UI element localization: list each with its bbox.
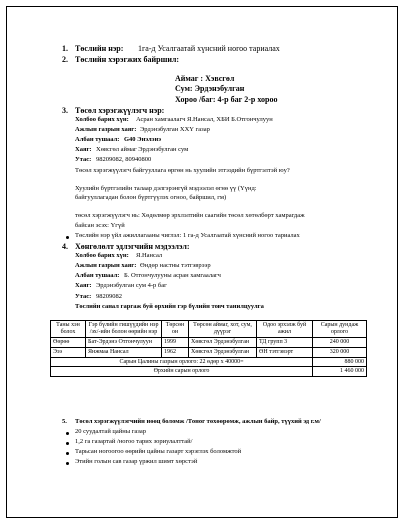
workplace-label: Ажлын газрын хаяг:: [75, 126, 137, 133]
section-4-number: 4.: [62, 242, 68, 251]
beneficiary-contact-value: Я.Нансал: [136, 252, 163, 259]
phone-value: 98209082, 80940800: [96, 156, 152, 163]
salary-label: Сарын Цалины газрын орлого: 22 өдөр x 40000=: [51, 357, 313, 367]
project-location-label: Төслийн хэрэгжих байршил:: [75, 55, 180, 64]
table-header-row: [51, 321, 367, 338]
table-cell: Хөвсгөл Эрдэнэбулган: [189, 337, 257, 347]
contact-person-label: Холбоо барих хүн:: [75, 116, 129, 123]
bullet-icon: [66, 442, 69, 445]
family-table-title: Төслийн санал гаргаж буй өрхийн гэр бүлийн товч танилцуулга: [75, 303, 264, 310]
salary-value: 880 000: [313, 357, 367, 367]
section-1-number: 1.: [62, 44, 68, 53]
table-row: [51, 337, 367, 347]
bullet-icon: [66, 462, 69, 465]
table-cell: ТД групп 3: [257, 337, 313, 347]
table-header: Төрсөн он: [162, 321, 189, 338]
beneficiary-phone-label: Утас:: [75, 293, 92, 300]
salary-row: [51, 357, 367, 367]
table-cell: 1999: [162, 337, 189, 347]
table-cell: ӨН тэтгэвэрт: [257, 347, 313, 357]
total-row: [51, 367, 367, 377]
table-row: [51, 347, 367, 357]
table-cell: Эээ: [51, 347, 86, 357]
beneficiary-contact-label: Холбоо барих хүн:: [75, 252, 129, 259]
employment-program-line-2: байсан эсэх: Үгүй: [75, 222, 125, 229]
table-cell: Өөрөө: [51, 337, 86, 347]
workplace-value: Эрдэнэбулган ХХҮ газар: [140, 126, 210, 133]
family-income-table: [50, 320, 367, 377]
table-header: Төрсөн аймаг, хот, сум, дүүрэг: [189, 321, 257, 338]
total-income-label: Өрхийн сарын орлого: [51, 367, 313, 377]
table-cell: Бат-Эрдэнэ Отгончулуун: [86, 337, 162, 347]
project-name-label: Төслийн нэр:: [75, 44, 124, 53]
position-value: G40 Энэлэнэ: [124, 136, 162, 143]
table-header: Гэр бүлийн гишүүдийн нэр /эх/-ийн болон өөрийн нэр: [86, 321, 162, 338]
resource-item: 20 суудалтай цайны газар: [75, 428, 146, 435]
bullet-icon: [66, 452, 69, 455]
beneficiary-label: Хөнгөлөлт эдлэгчийн мэдээлэл:: [75, 242, 190, 251]
registration-detail-line-1: Хуулийн бүртгэлийн талаар дэлгэрэнгүй мэдээлэл өгнө үү (Үүнд:: [75, 185, 257, 192]
address-label: Хаяг:: [75, 146, 92, 153]
section-2-number: 2.: [62, 55, 68, 64]
beneficiary-address-label: Хаяг:: [75, 282, 92, 289]
location-aimag: Аймаг : Хэвсгөл: [175, 74, 235, 83]
beneficiary-workplace-value: Өндөр настны тэтгэврээр: [140, 262, 211, 269]
registration-detail-line-2: байгууллагадан болон бүртгүүлэх огноо, байршил, гм): [75, 194, 227, 201]
total-income-value: 1 460 000: [313, 367, 367, 377]
beneficiary-workplace-label: Ажлын газрын хаяг:: [75, 262, 137, 269]
table-cell: 1962: [162, 347, 189, 357]
project-name-value: 1га-д Усалгаатай хүнсний ногоо тариалах: [138, 44, 280, 53]
table-header: Сарын дундаж орлого: [313, 321, 367, 338]
beneficiary-address-value: Эрдэнэбулган сум 4-р баг: [96, 282, 167, 289]
table-header: Таны хэн болох: [51, 321, 86, 338]
activity-direction: Төслийн нэр үйл ажиллагааны чиглэл: 1 га-д Усалгаатай хүнсний ногоо тариалах: [75, 232, 300, 239]
bullet-icon: [66, 432, 69, 435]
location-khoroo: Хороо /баг: 4-р баг 2-р хороо: [175, 95, 278, 104]
table-cell: Хөвсгөл Эрдэнэбулган: [189, 347, 257, 357]
resources-label: Төсөл хэрэгжүүлэгчийн нөөц боломж /Тоног төхөөрөмж, ажлын байр, түүхий эд г.м/: [75, 418, 321, 425]
beneficiary-position-label: Албан тушаал:: [75, 272, 120, 279]
bullet-icon: [66, 236, 69, 239]
table-cell: Янжмаа Нансал: [86, 347, 162, 357]
legal-registration-question: Төсөл хэрэгжүүлэгч байгууллага өргөн нь хуулийн этгээдийн бүртгэлтэй юу?: [75, 167, 290, 174]
employment-program-line-1: төсөл хэрэгжүүлэгч нь: Хөдөлмөр эрхлэлтийн саагийн төсөл хөтөлбөрт хамрагдаж: [75, 212, 305, 219]
resource-item: 1,2 га газартай /ногоо тарих зориулалттай/: [75, 438, 193, 445]
table-cell: 240 000: [313, 337, 367, 347]
resource-item: Этийн голын сав газар үржил шимт хөрстэй: [75, 458, 198, 465]
address-value: Хөвсгөл аймаг Эрдэнэбулган сум: [96, 146, 189, 153]
section-5-number: 5.: [62, 418, 67, 425]
table-cell: 320 000: [313, 347, 367, 357]
section-3-number: 3.: [62, 106, 68, 115]
beneficiary-phone-value: 98209082: [96, 293, 122, 300]
implementer-label: Төсөл хэрэгжүүлэгч нэр:: [75, 106, 165, 115]
phone-label: Утас:: [75, 156, 92, 163]
table-header: Одоо эрхэлж буй ажил: [257, 321, 313, 338]
beneficiary-position-value: Б. Отгончулууны асран хамгаалагч: [124, 272, 221, 279]
location-sum: Сум: Эрдэнэбулган: [175, 84, 245, 93]
position-label: Албан тушаал:: [75, 136, 120, 143]
resource-item: Тарьсан ногоогоо өөрийн цайны газарт хэрэглэх боломжтой: [75, 448, 242, 455]
contact-person-value: Асран хамгаалагч Я.Нансал, ХБИ Б.Отгончулуун: [136, 116, 273, 123]
